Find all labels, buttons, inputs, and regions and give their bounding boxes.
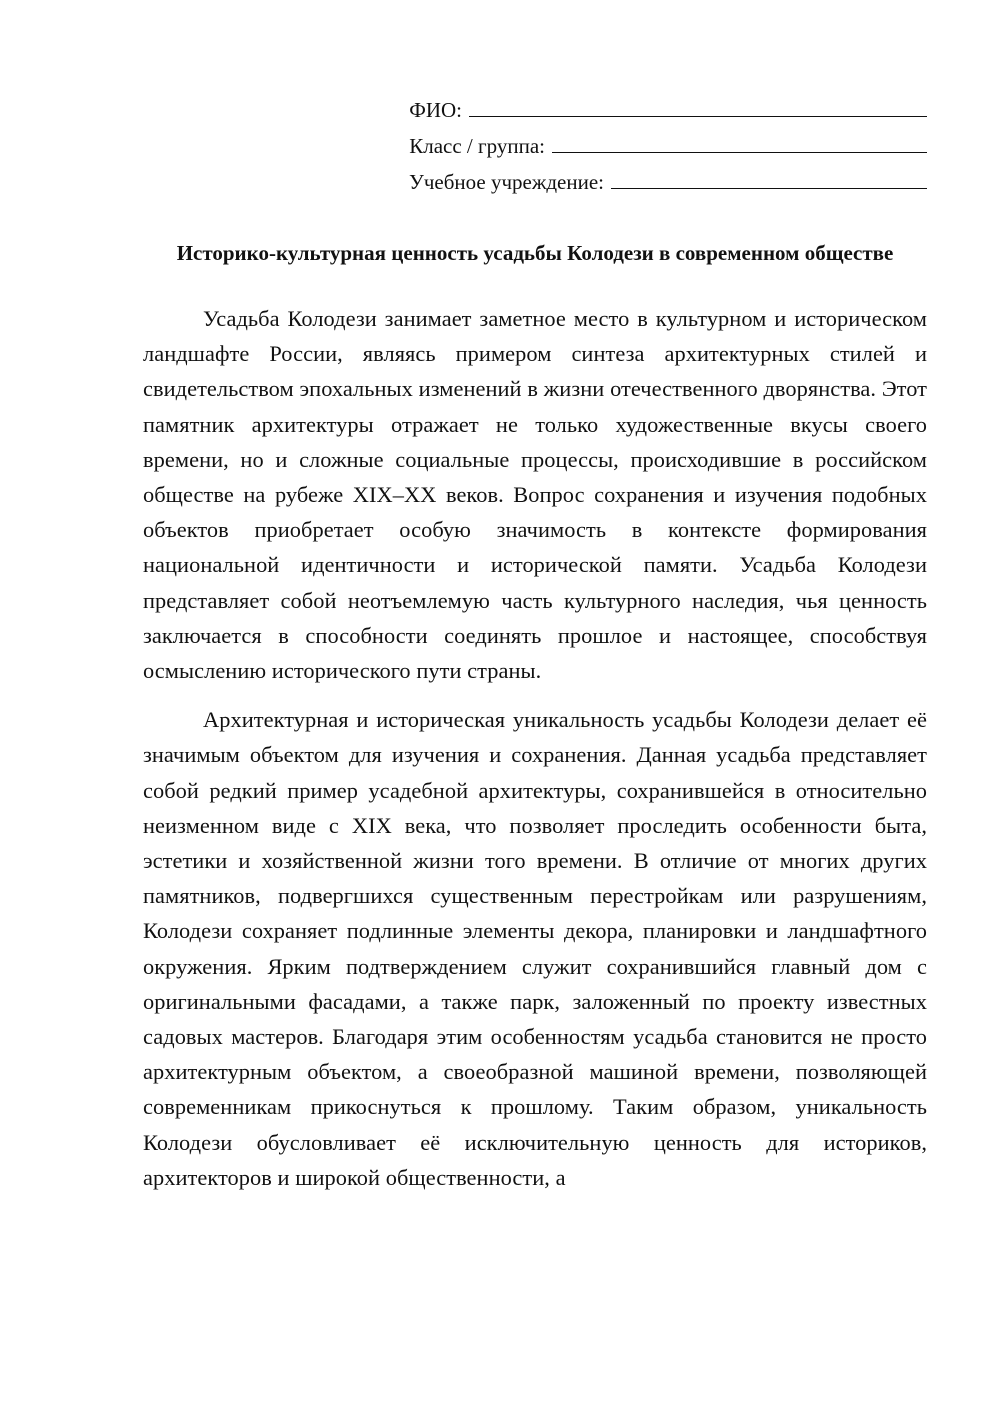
fio-line (409, 92, 927, 128)
fio-label: ФИО: (409, 98, 462, 122)
class-line (409, 128, 927, 164)
school-label: Учебное учреждение: (408, 170, 604, 194)
class-blank-field[interactable] (552, 130, 927, 153)
class-label: Класс / группа: (409, 134, 545, 158)
document-page (143, 92, 927, 1195)
paragraph-2: Архитектурная и историческая уникальность усадьбы Колодези делает её значимым объектом для изучения и сохранения. Данная усадьба представляет собой редкий пример усадебной архитектуры, сохранившейся в относительно неизменном виде с XIX века, что позволяет проследить особенности быта, эстетики и хозяйственной жизни того времени. В отличие от многих других памятников, подвергшихся существенным перестройкам или разрушениям, Колодези сохраняет подлинные элементы декора, планировки и ландшафтного окружения. Ярким подтверждением служит сохранившийся главный дом с оригинальными фасадами, а также парк, заложенный по проекту известных садовых мастеров. Благодаря этим особенностям усадьба становится не просто архитектурным объектом, а своеобразной машиной времени, позволяющей современникам прикоснуться к прошлому. Таким образом, уникальность Колодези обусловливает её исключительную ценность для историков, архитекторов и широкой общественности, а (143, 707, 927, 1190)
document-title: Историко-культурная ценность усадьбы Колодези в современном обществе (176, 241, 894, 265)
fio-blank-field[interactable] (469, 94, 927, 117)
student-info-block (143, 92, 927, 200)
paragraph-1: Усадьба Колодези занимает заметное место в культурном и историческом ландшафте России, являясь примером синтеза архитектурных стилей и свидетельством эпохальных изменений в жизни отечественного дворянства. Этот памятник архитектуры отражает не только художественные вкусы своего времени, но и сложные социальные процессы, происходившие в российском обществе на рубеже XIX–XX веков. Вопрос сохранения и изучения подобных объектов приобретает особую значимость в контексте формирования национальной идентичности и исторической памяти. Усадьба Колодези представляет собой неотъемлемую часть культурного наследия, чья ценность заключается в способности соединять прошлое и настоящее, способствуя осмыслению исторического пути страны. (143, 306, 927, 684)
school-blank-field[interactable] (611, 166, 927, 189)
school-line (409, 164, 927, 200)
